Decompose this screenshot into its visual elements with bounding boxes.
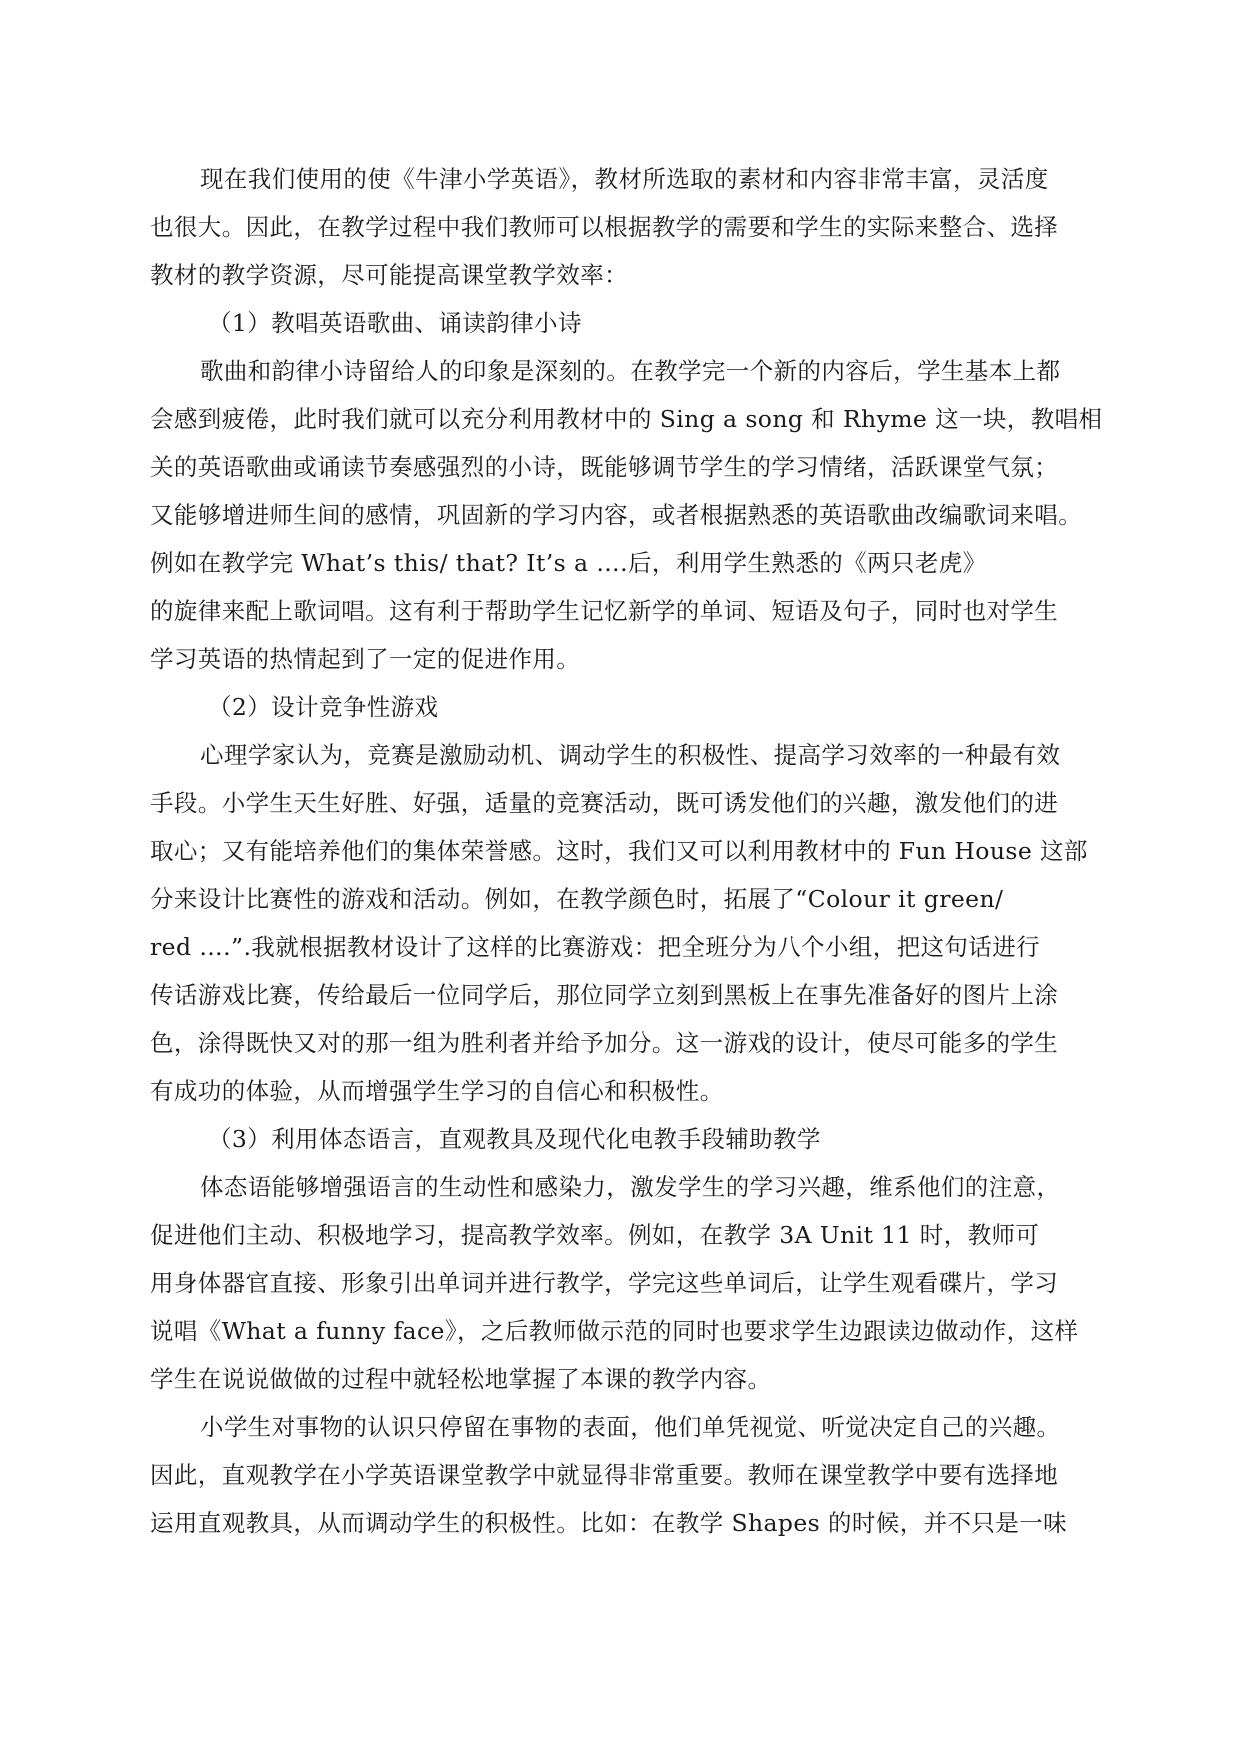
paragraph-line: 教材的教学资源，尽可能提高课堂教学效率： (150, 261, 628, 289)
paragraph-line: 心理学家认为，竞赛是激励动机、调动学生的积极性、提高学习效率的一种最有效 (200, 741, 1061, 769)
paragraph-line: 会感到疲倦，此时我们就可以充分利用教材中的 Sing a song 和 Rhyme 这一块，教唱相 (150, 405, 1103, 433)
paragraph-line: 歌曲和韵律小诗留给人的印象是深刻的。在教学完一个新的内容后，学生基本上都 (200, 357, 1061, 385)
paragraph-line: 分来设计比赛性的游戏和活动。例如，在教学颜色时，拓展了“Colour it green/ (150, 885, 1004, 913)
paragraph-line: 关的英语歌曲或诵读节奏感强烈的小诗，既能够调节学生的学习情绪，活跃课堂气氛； (150, 453, 1059, 481)
paragraph-line: 又能够增进师生间的感情，巩固新的学习内容，或者根据熟悉的英语歌曲改编歌词来唱。 (150, 501, 1083, 529)
paragraph-line: 运用直观教具，从而调动学生的积极性。比如：在教学 Shapes 的时候，并不只是一味 (150, 1509, 1067, 1537)
paragraph-line: 学生在说说做做的过程中就轻松地掌握了本课的教学内容。 (150, 1365, 772, 1393)
paragraph-line: 例如在教学完 What’s this/ that? It’s a ….后，利用学生熟悉的《两只老虎》 (150, 549, 987, 577)
paragraph-line: 用身体器官直接、形象引出单词并进行教学，学完这些单词后，让学生观看碟片，学习 (150, 1269, 1059, 1297)
paragraph-line: red ….”.我就根据教材设计了这样的比赛游戏：把全班分为八个小组，把这句话进行 (150, 933, 1041, 961)
paragraph-line: 取心；又有能培养他们的集体荣誉感。这时，我们又可以利用教材中的 Fun House 这部 (150, 837, 1088, 865)
section-heading: （1）教唱英语歌曲、诵读韵律小诗 (208, 309, 582, 337)
paragraph-line: 现在我们使用的使《牛津小学英语》，教材所选取的素材和内容非常丰富，灵活度 (200, 165, 1049, 193)
section-heading: （2）设计竞争性游戏 (208, 693, 439, 721)
paragraph-line: 手段。小学生天生好胜、好强，适量的竞赛活动，既可诱发他们的兴趣，激发他们的进 (150, 789, 1059, 817)
paragraph-line: 学习英语的热情起到了一定的促进作用。 (150, 645, 581, 673)
paragraph-line: 的旋律来配上歌词唱。这有利于帮助学生记忆新学的单词、短语及句子，同时也对学生 (150, 597, 1059, 625)
paragraph-line: 说唱《What a funny face》，之后教师做示范的同时也要求学生边跟读边做动作，这样 (150, 1317, 1079, 1345)
paragraph-line: 也很大。因此，在教学过程中我们教师可以根据教学的需要和学生的实际来整合、选择 (150, 213, 1059, 241)
paragraph-line: 小学生对事物的认识只停留在事物的表面，他们单凭视觉、听觉决定自己的兴趣。 (200, 1413, 1061, 1441)
paragraph-line: 因此，直观教学在小学英语课堂教学中就显得非常重要。教师在课堂教学中要有选择地 (150, 1461, 1059, 1489)
paragraph-line: 体态语能够增强语言的生动性和感染力，激发学生的学习兴趣，维系他们的注意， (200, 1173, 1061, 1201)
paragraph-line: 色，涂得既快又对的那一组为胜利者并给予加分。这一游戏的设计，使尽可能多的学生 (150, 1029, 1059, 1057)
section-heading: （3）利用体态语言，直观教具及现代化电教手段辅助教学 (208, 1125, 821, 1153)
paragraph-line: 有成功的体验，从而增强学生学习的自信心和积极性。 (150, 1077, 724, 1105)
paragraph-line: 促进他们主动、积极地学习，提高教学效率。例如，在教学 3A Unit 11 时，教师可 (150, 1221, 1040, 1249)
paragraph-line: 传话游戏比赛，传给最后一位同学后，那位同学立刻到黑板上在事先准备好的图片上涂 (150, 981, 1059, 1009)
